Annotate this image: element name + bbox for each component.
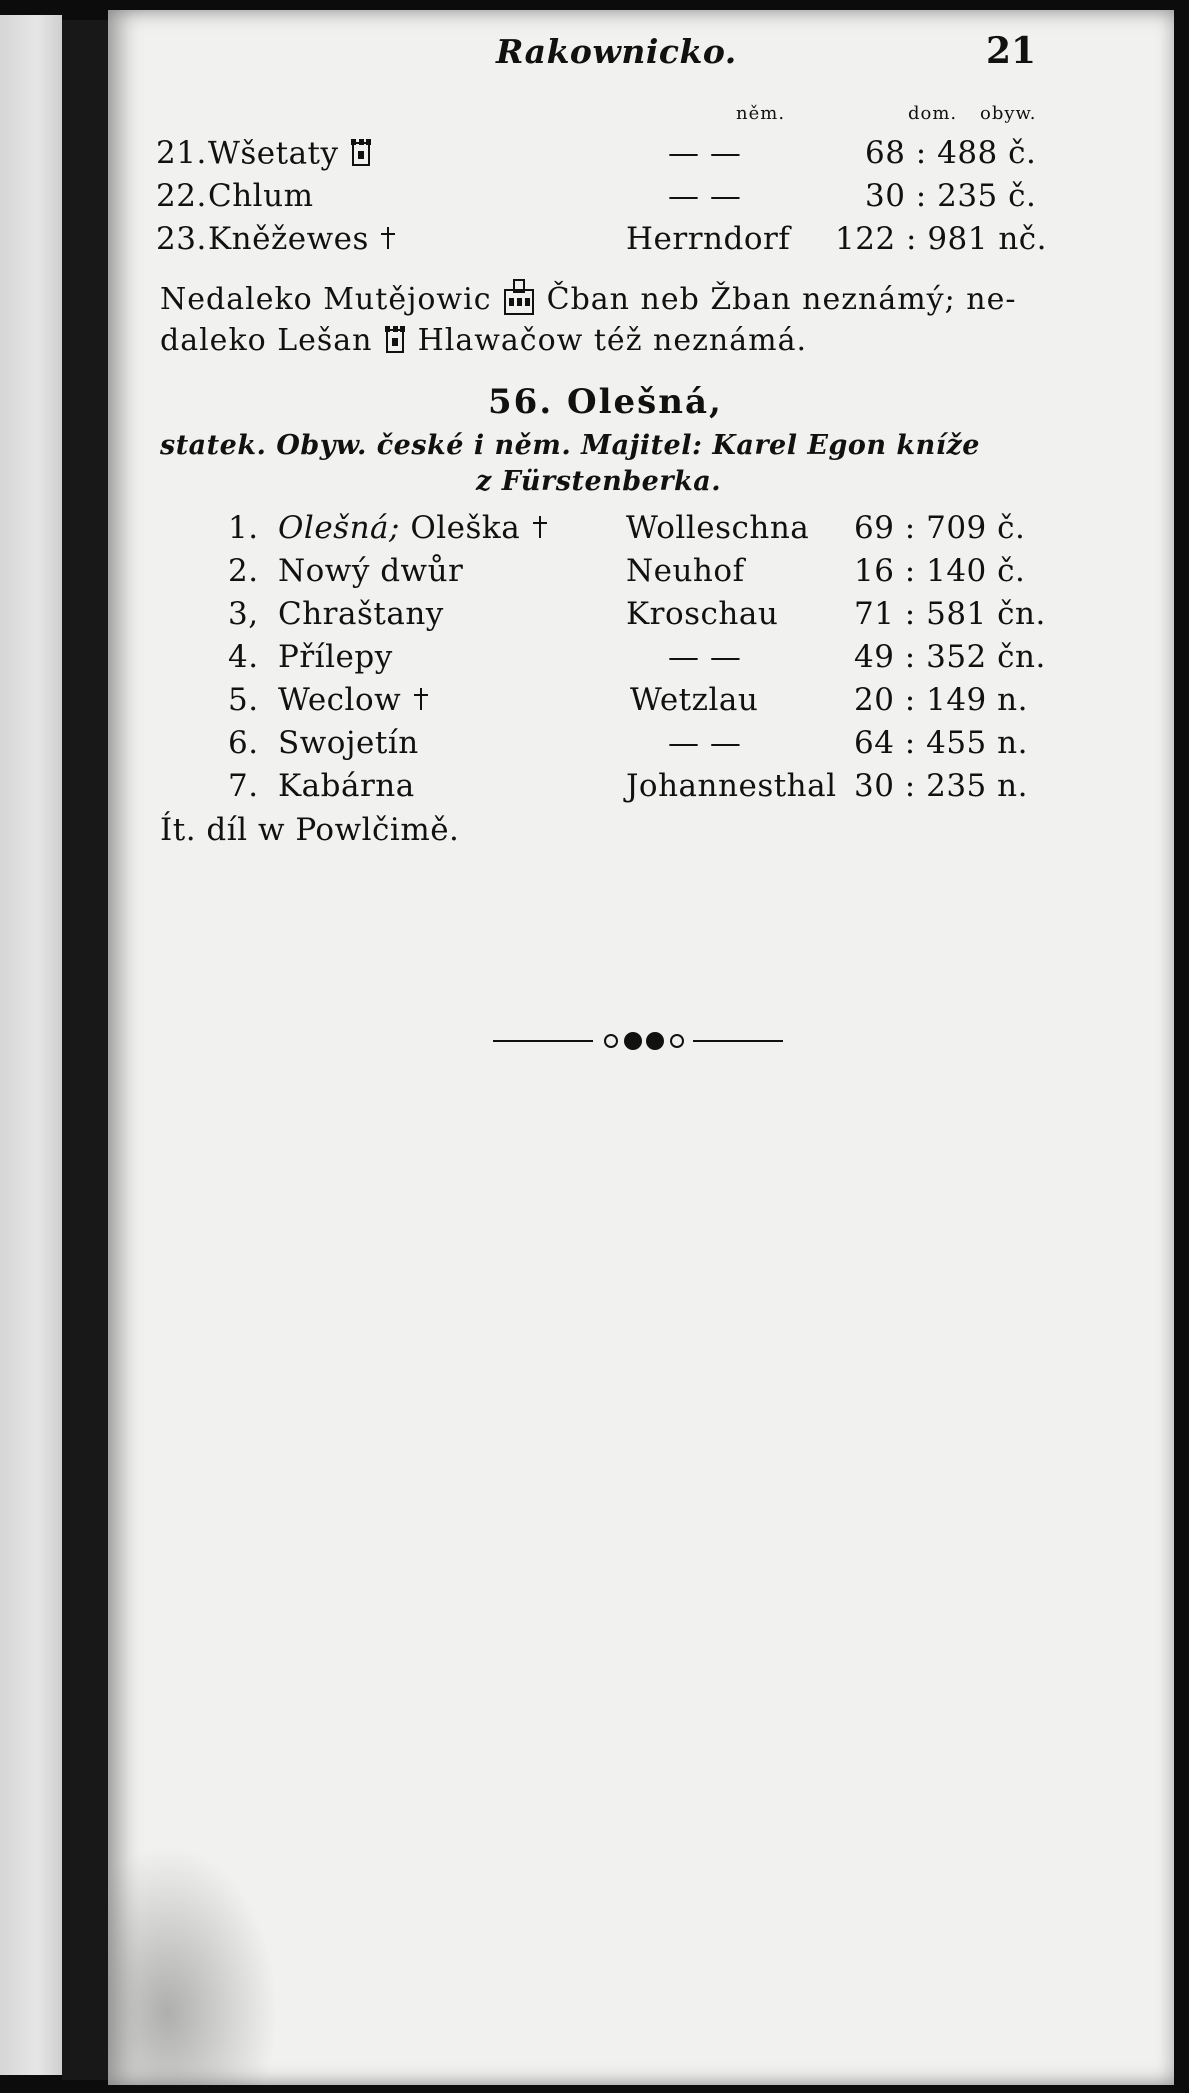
place-name: Chlum	[208, 178, 314, 214]
adjacent-page-edge	[0, 15, 62, 2075]
page-smudge	[108, 1845, 278, 2085]
german-name: Johannesthal	[626, 768, 837, 804]
house-population-stats: 16 : 140 č.	[854, 553, 1026, 589]
german-name: — —	[668, 639, 742, 675]
estate-owner-line-1: statek. Obyw. české i něm. Majitel: Karel Egon kníže	[160, 430, 980, 461]
column-header-inhabitants: obyw.	[980, 103, 1037, 124]
running-header-title: Rakownicko.	[496, 32, 737, 71]
row-number: 23.	[156, 221, 207, 257]
note-line-1-end: Čban neb Žban neznámý; ne-	[546, 282, 1017, 317]
house-population-stats: 20 : 149 n.	[854, 682, 1028, 718]
estate-owner-line-2: z Fürstenberka.	[476, 466, 722, 497]
place-name	[208, 135, 373, 175]
book-spine-gutter	[62, 20, 110, 2080]
note-line-1-start: Nedaleko Mutějowic	[160, 282, 492, 317]
house-population-stats: 30 : 235 n.	[854, 768, 1028, 804]
note-line-2-end: Hlawačow též neznámá.	[417, 323, 807, 358]
house-population-stats: 71 : 581 čn.	[854, 596, 1046, 632]
note-line-2	[160, 322, 807, 362]
book-page	[108, 10, 1174, 2085]
place-name	[208, 221, 397, 259]
row-number: 5.	[228, 682, 259, 718]
house-population-stats: 30 : 235 č.	[865, 178, 1037, 214]
ornament-divider-icon	[493, 1028, 833, 1058]
german-name: Kroschau	[626, 596, 779, 632]
german-name: — —	[668, 135, 742, 171]
german-name: — —	[668, 178, 742, 214]
german-name: Neuhof	[626, 553, 745, 589]
castle-ruin-icon	[383, 322, 407, 362]
church-cross-icon	[412, 684, 430, 720]
house-population-stats: 49 : 352 čn.	[854, 639, 1046, 675]
section-title: 56. Olešná,	[488, 382, 723, 422]
house-population-stats: 64 : 455 n.	[854, 725, 1028, 761]
row-number: 21.	[156, 135, 207, 171]
house-population-stats: 122 : 981 nč.	[835, 221, 1048, 257]
house-population-stats: 68 : 488 č.	[865, 135, 1037, 171]
row-number: 3,	[228, 596, 259, 632]
column-header-houses: dom.	[908, 103, 958, 124]
note-line-2-start: daleko Lešan	[160, 323, 373, 358]
place-name: Nowý dwůr	[278, 553, 464, 589]
german-name: — —	[668, 725, 742, 761]
place-name-italic: Olešná;	[278, 510, 400, 546]
place-name: Kabárna	[278, 768, 415, 804]
german-name: Herrndorf	[626, 221, 791, 257]
place-name	[278, 682, 430, 720]
page-number: 21	[986, 30, 1037, 72]
place-name: Chraštany	[278, 596, 444, 632]
german-name: Wolleschna	[626, 510, 810, 546]
place-name: Swojetín	[278, 725, 419, 761]
castle-ruin-icon	[349, 135, 373, 175]
place-name-text: Oleška	[410, 510, 521, 546]
german-name: Wetzlau	[630, 682, 759, 718]
place-name-text: Wšetaty	[208, 135, 339, 172]
note-line-1	[160, 278, 1016, 324]
castle-icon	[502, 278, 536, 324]
footnote: Ít. díl w Powlčimě.	[160, 812, 460, 848]
row-number: 1.	[228, 510, 259, 546]
place-name-text: Kněžewes	[208, 221, 369, 257]
row-number: 4.	[228, 639, 259, 675]
row-number: 22.	[156, 178, 207, 214]
row-number: 2.	[228, 553, 259, 589]
column-header-german: něm.	[736, 103, 786, 124]
house-population-stats: 69 : 709 č.	[854, 510, 1026, 546]
church-cross-icon	[531, 512, 549, 548]
place-name	[278, 510, 549, 548]
row-number: 6.	[228, 725, 259, 761]
row-number: 7.	[228, 768, 259, 804]
place-name-text: Weclow	[278, 682, 402, 718]
place-name: Přílepy	[278, 639, 393, 675]
church-cross-icon	[379, 223, 397, 259]
